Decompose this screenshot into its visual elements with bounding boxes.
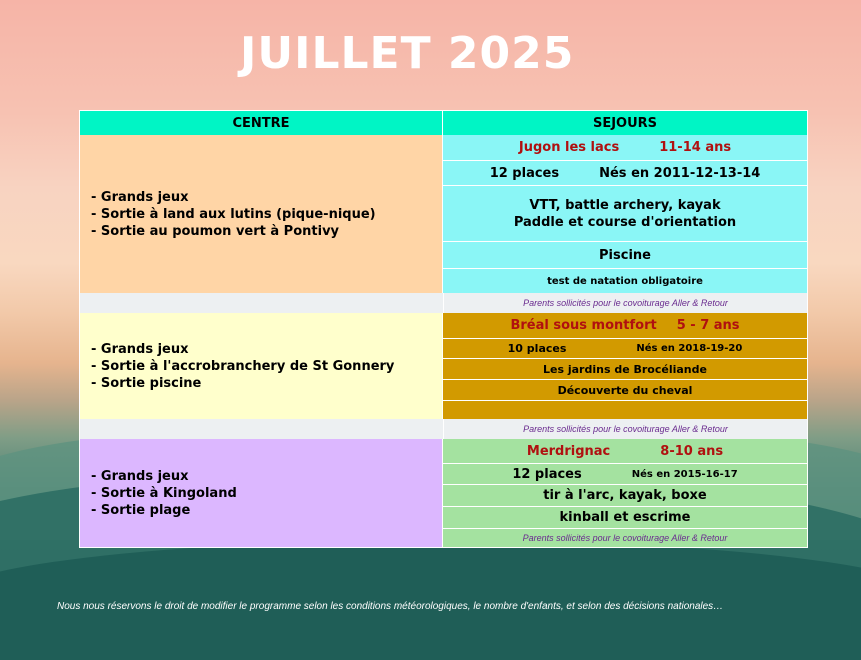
table-header-row (80, 111, 807, 135)
background-hill (0, 540, 861, 660)
sejour-place: Jugon les lacs (518, 140, 620, 155)
carpool-note: Parents sollicités pour le covoiturage Aller & Retour (523, 298, 728, 308)
sejour-activity: VTT, battle archery, kayak (529, 197, 721, 213)
centre-activity: - Sortie au poumon vert à Pontivy (91, 223, 340, 239)
sejour-places-row (443, 160, 807, 185)
sejour-birth-years: Nés en 2018-19-20 (636, 343, 743, 354)
note-spacer (80, 419, 444, 439)
sejour-activity: Découverte du cheval (443, 379, 807, 400)
sejour-details (443, 135, 807, 293)
header-sejours: SEJOURS (443, 111, 807, 135)
header-centre: CENTRE (80, 111, 443, 135)
sejour-title (443, 439, 807, 463)
program-table (79, 110, 808, 548)
sejour-places: 12 places (489, 165, 560, 181)
table-block (80, 135, 807, 293)
sejour-ages: 11-14 ans (659, 140, 732, 155)
note-row (80, 419, 807, 439)
sejour-activity: Les jardins de Brocéliande (443, 358, 807, 379)
centre-activity: - Grands jeux (91, 468, 189, 484)
centre-activity: - Sortie à l'accrobranchery de St Gonnery (91, 358, 395, 374)
sejour-activity: tir à l'arc, kayak, boxe (443, 484, 807, 506)
centre-activity: - Grands jeux (91, 341, 189, 357)
sejour-activity-note: test de natation obligatoire (443, 268, 807, 293)
centre-activity: - Sortie à land aux lutins (pique-nique) (91, 206, 376, 222)
footer-disclaimer: Nous nous réservons le droit de modifier le programme selon les conditions météorologiques, le nombre d'enfants, et selon des décisions nationales… (57, 601, 724, 612)
centre-activity: - Sortie plage (91, 502, 191, 518)
table-block (80, 439, 807, 547)
centre-activity: - Sortie piscine (91, 375, 202, 391)
sejour-places-row (443, 463, 807, 484)
carpool-note: Parents sollicités pour le covoiturage Aller & Retour (443, 528, 807, 547)
carpool-note: Parents sollicités pour le covoiturage Aller & Retour (523, 424, 728, 434)
note-spacer (80, 293, 444, 313)
sejour-birth-years: Nés en 2015-16-17 (631, 468, 738, 480)
note-row (80, 293, 807, 313)
sejour-details (443, 313, 807, 419)
sejour-places: 10 places (507, 342, 567, 355)
centre-activity: - Grands jeux (91, 189, 189, 205)
sejour-activities (443, 185, 807, 241)
sejour-places: 12 places (512, 466, 582, 482)
centre-activity: - Sortie à Kingoland (91, 485, 237, 501)
table-block (80, 313, 807, 419)
sejour-title (443, 313, 807, 338)
sejour-ages: 8-10 ans (660, 443, 724, 459)
sejour-place: Merdrignac (526, 443, 611, 459)
centre-activities (80, 439, 443, 547)
sejour-activity: Paddle et course d'orientation (513, 214, 737, 230)
sejour-activity: kinball et escrime (443, 506, 807, 528)
sejour-activity: Piscine (443, 241, 807, 268)
sejour-places-row (443, 338, 807, 358)
centre-activities (80, 313, 443, 419)
sejour-birth-years: Nés en 2011-12-13-14 (599, 165, 761, 181)
sejour-place: Bréal sous montfort (510, 318, 657, 333)
sejour-ages: 5 - 7 ans (676, 318, 740, 333)
sejour-title (443, 135, 807, 160)
centre-activities (80, 135, 443, 293)
sejour-details (443, 439, 807, 547)
page-title: JUILLET 2025 (240, 28, 575, 79)
sejour-empty-cell (443, 400, 807, 419)
